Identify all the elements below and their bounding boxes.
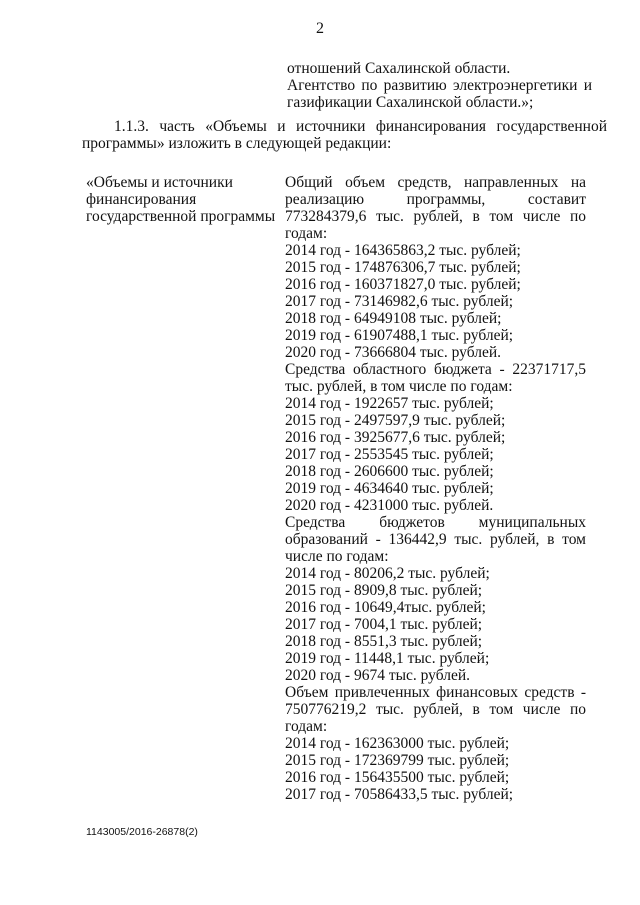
municipal-year-line: 2019 год - 11448,1 тыс. рублей; [285, 650, 490, 667]
clause-text: 1.1.3. часть «Объемы и источники финансирования государственной программы» изложить в следующей редакции: [82, 118, 607, 152]
page-number: 2 [316, 20, 324, 37]
total-year-line: 2014 год - 164365863,2 тыс. рублей; [285, 242, 521, 259]
total-year-line: 2019 год - 61907488,1 тыс. рублей; [285, 327, 514, 344]
regional-budget-text: Средства областного бюджета - 22371717,5 тыс. рублей, в том числе по годам: [285, 361, 586, 395]
section-label-line-1: «Объемы и источники [86, 174, 233, 191]
municipal-year-line: 2017 год - 7004,1 тыс. рублей; [285, 616, 483, 633]
total-year-line: 2015 год - 174876306,7 тыс. рублей; [285, 259, 521, 276]
total-year-line: 2018 год - 64949108 тыс. рублей; [285, 310, 502, 327]
municipal-year-line: 2015 год - 8909,8 тыс. рублей; [285, 582, 483, 599]
municipal-year-line: 2014 год - 80206,2 тыс. рублей; [285, 565, 490, 582]
total-year-line: 2016 год - 160371827,0 тыс. рублей; [285, 276, 521, 293]
regional-year-line: 2018 год - 2606600 тыс. рублей; [285, 463, 494, 480]
regional-year-line: 2019 год - 4634640 тыс. рублей; [285, 480, 494, 497]
regional-year-line: 2014 год - 1922657 тыс. рублей; [285, 395, 494, 412]
regional-year-line: 2015 год - 2497597,9 тыс. рублей; [285, 412, 506, 429]
intro-block [287, 60, 592, 111]
regional-years-list [285, 395, 586, 514]
section-label-line-3: государственной программы [86, 208, 276, 225]
total-years-list [285, 242, 586, 361]
attracted-year-line: 2015 год - 172369799 тыс. рублей; [285, 752, 510, 769]
municipal-year-line: 2018 год - 8551,3 тыс. рублей; [285, 633, 483, 650]
intro-line-2: Агентство по развитию электроэнергетики и газификации Сахалинской области.»; [287, 77, 592, 111]
attracted-year-line: 2014 год - 162363000 тыс. рублей; [285, 735, 510, 752]
attracted-years-list [285, 735, 586, 803]
municipal-year-line: 2020 год - 9674 тыс. рублей. [285, 667, 471, 684]
total-funding-text: Общий объем средств, направленных на реализацию программы, составит 773284379,6 тыс. рублей, в том числе по годам: [285, 174, 586, 242]
clause-block [82, 118, 607, 152]
municipal-years-list [285, 565, 586, 684]
total-year-line: 2020 год - 73666804 тыс. рублей. [285, 344, 502, 361]
intro-line-1: отношений Сахалинской области. [287, 60, 511, 77]
total-year-line: 2017 год - 73146982,6 тыс. рублей; [285, 293, 514, 310]
municipal-year-line: 2016 год - 10649,4тыс. рублей; [285, 599, 486, 616]
document-code: 1143005/2016-26878(2) [86, 826, 198, 838]
section-label-line-2: финансирования [86, 191, 197, 208]
municipal-budget-text: Средства бюджетов муниципальных образований - 136442,9 тыс. рублей, в том числе по годам: [285, 514, 586, 565]
attracted-funds-text: Объем привлеченных финансовых средств - 750776219,2 тыс. рублей, в том числе по годам: [285, 684, 586, 735]
attracted-year-line: 2017 год - 70586433,5 тыс. рублей; [285, 786, 514, 803]
section-label [86, 174, 281, 225]
regional-year-line: 2016 год - 3925677,6 тыс. рублей; [285, 429, 506, 446]
regional-year-line: 2020 год - 4231000 тыс. рублей. [285, 497, 494, 514]
regional-year-line: 2017 год - 2553545 тыс. рублей; [285, 446, 494, 463]
attracted-year-line: 2016 год - 156435500 тыс. рублей; [285, 769, 510, 786]
funding-column [285, 174, 586, 803]
